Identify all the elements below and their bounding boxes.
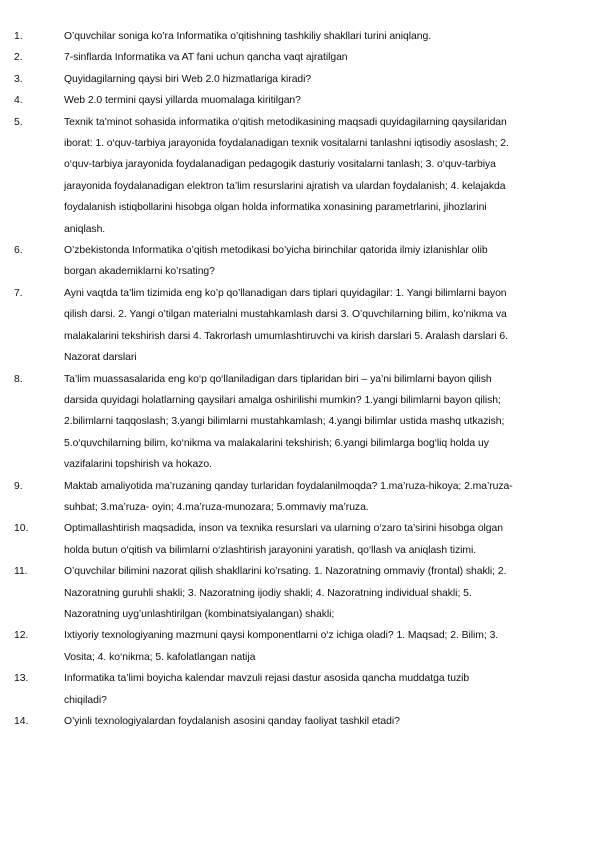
item-number: 10. (14, 523, 29, 535)
list-item (14, 47, 514, 68)
question-list (14, 26, 514, 732)
list-item (14, 518, 514, 561)
item-text: Maktab amaliyotida ma’ruzaning qanday turlaridan foydalanilmoqda? 1.ma’ruza-hikoya; 2.ma’ruza- suhbat; 3.ma’ruza- oyin; 4.ma’ruza-munozara; 5.ommaviy ma’ruza. (64, 480, 513, 513)
item-text: O’zbekistonda Informatika o’qitish metodikasi bo’yicha birinchilar qatorida ilmiy izlanishlar olib borgan akademiklarni ko’rsating? (64, 245, 488, 278)
list-item (14, 711, 514, 732)
item-number: 7. (14, 287, 23, 299)
item-number: 8. (14, 373, 23, 385)
item-text: O’quvchilar bilimini nazorat qilish shakllarini ko’rsating. 1. Nazoratning ommaviy (frontal) shakli; 2. Nazoratning guruhli shakli; 3. Nazoratning ijodiy shakli; 4. Nazoratning individual shakli; 5. Nazoratning uyg’unlashtirilgan (kombinatsiyalangan) shakli; (64, 566, 507, 620)
item-text: Ta’lim muassasalarida eng ko‘p qo‘llaniladigan dars tiplaridan biri – ya’ni bilimlarni bayon qilish darsida quyidagi holatlarning qaysilari amalga oshirilishi mumkin? 1.yangi bilimlarni bayon qilish; 2.bilimlarni taqqoslash; 3.yangi bilimlarni mustahkamlash; 4.yangi bilimlar ustida mashq utkazish; 5.o‘quvchilarning bilim, ko‘nikma va malakalarini tekshirish; 6.yangi bilimlarga bog‘liq holda uy vazifalarini topshirish va hokazo. (64, 373, 505, 471)
list-item (14, 668, 514, 711)
item-number: 1. (14, 31, 23, 42)
item-text: Web 2.0 termini qaysi yillarda muomalaga kiritilgan? (64, 95, 301, 107)
item-text: Texnik ta’minot sohasida informatika o‘qitish metodikasining maqsadi quyidagilarning qaysilaridan iborat: 1. o‘quv-tarbiya jarayonida foydalanadigan texnik vositalarni tanlashni iqtisodiy asoslash; 2. o‘quv-tarbiya jarayonida foydalanadigan pedagogik dasturiy vositalarni tanlash; 3. o‘quv-tarbiya jarayonida foydalanadigan elektron ta’lim resurslarini ajratish va ulardan foydalanish; 4. kelajakda foydalanish istiqbollarini hisobga olgan holda informatika xonasining parametrlarini, jihozlarini aniqlash. (64, 116, 509, 235)
item-text: Ayni vaqtda ta’lim tizimida eng ko’p qo’llanadigan dars tiplari quyidagilar: 1. Yangi bilimlarni bayon qilish darsi. 2. Yangi o’tilgan materialni mustahkamlash darsi 3. O’quvchilarning bilim, ko’nikma va malakalarini tekshirish darsi 4. Takrorlash umumlashtiruvchi va kirish darslari 5. Aralash darslari 6. Nazorat darslari (64, 287, 508, 364)
item-number: 11. (14, 566, 28, 578)
item-text: 7-sinflarda Informatika va AT fani uchun qancha vaqt ajratilgan (64, 52, 348, 64)
item-number: 13. (14, 673, 29, 685)
item-number: 3. (14, 73, 23, 85)
item-text: Quyidagilarning qaysi biri Web 2.0 hizmatlariga kiradi? (64, 73, 312, 85)
list-item (14, 476, 514, 519)
item-text: O’quvchilar soniga ko’ra Informatika o’qitishning tashkiliy shakllari turini aniqlang. (64, 31, 432, 42)
item-text: Optimallashtirish maqsadida, inson va texnika resurslari va ularning o‘zaro ta’sirini hisobga olgan holda butun o‘qitish va bilimlarni o‘zlashtirish jarayonini yaratish, qo‘llash va aniqlash tizimi. (64, 523, 503, 556)
list-item (14, 625, 514, 668)
list-item (14, 69, 514, 90)
list-item (14, 369, 514, 476)
list-item (14, 240, 514, 283)
list-item (14, 26, 514, 47)
item-number: 4. (14, 95, 23, 107)
item-number: 9. (14, 480, 23, 492)
item-text: O’yinli texnologiyalardan foydalanish asosini qanday faoliyat tashkil etadi? (64, 716, 400, 727)
item-text: Informatika ta’limi boyicha kalendar mavzuli rejasi dastur asosida qancha muddatga tuzib chiqiladi? (64, 673, 470, 706)
list-item (14, 561, 514, 625)
item-number: 12. (14, 630, 29, 642)
list-item (14, 112, 514, 240)
item-number: 6. (14, 245, 23, 257)
item-number: 5. (14, 116, 23, 128)
item-text: Ixtiyoriy texnologiyaning mazmuni qaysi komponentlarni o‘z ichiga oladi? 1. Maqsad; 2. Bilim; 3. Vosita; 4. ko‘nikma; 5. kafolatlangan natija (64, 630, 499, 663)
item-number: 14. (14, 716, 29, 727)
list-item (14, 283, 514, 369)
item-number: 2. (14, 52, 23, 64)
list-item (14, 90, 514, 111)
